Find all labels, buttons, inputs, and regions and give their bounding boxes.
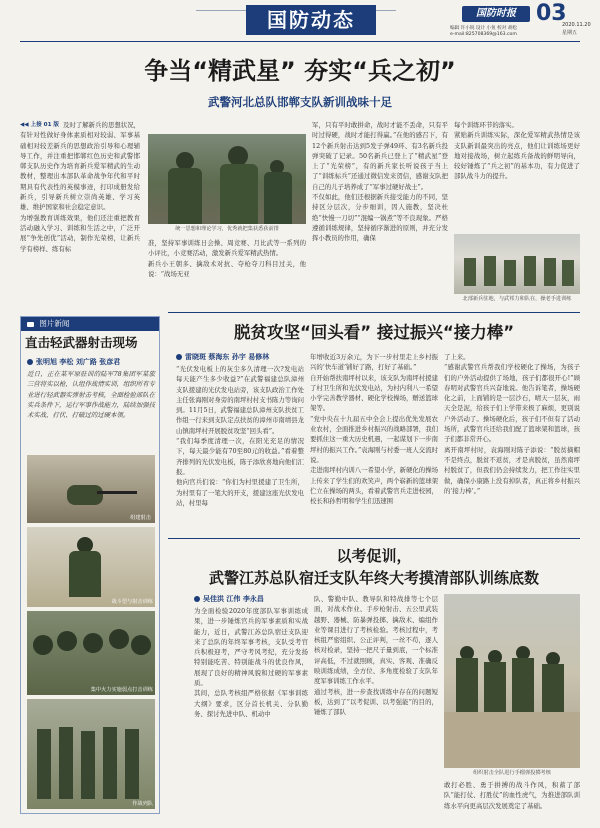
- soldier-figure: [37, 729, 51, 799]
- soldier-figure: [103, 727, 117, 799]
- story-1-photo-1-caption: 统一思想和理论学习，优秀就把集获悉获前排: [175, 226, 279, 232]
- soldier-figure: [228, 146, 248, 166]
- story-3-headline-line1: 以考促训，: [336, 547, 412, 565]
- story-2-byline-text: 雷晓斑 蔡海东 孙宇 易修林: [185, 353, 270, 361]
- story-3-body-col2: 队、警勤中队、教导队和特战排等七个层面，对战术作业、手步枪射击、五公里武装越野、器械、防暴弹投掷、擒敌术、编组作业等课目进行了考核检验。考核过程中，考核组严密组织、公正评判，一丝不苟，逐人核对检录，坚持一把尺子量到底，一个标准评高低，不过就照顾，真实、客观、准确反映训练成绩，全方位、多角度检验了支队年度军事训练工作水平。 通过考核，进一步查找训练中存在的问题短板，达到了“以考促训、以考强能”的目的，锤炼了部队: [314, 595, 438, 717]
- story-2-byline: [176, 352, 269, 362]
- story-1-column-1: [20, 120, 140, 306]
- soldier-figure: [464, 258, 476, 286]
- story-3-body-col3: 敢打必胜、勇于拼搏的战斗作风，积蓄了部队“能打仗、打胜仗”的血性虎气，为推进部队训练水平向更高层次发展奠定了基础。: [444, 781, 580, 810]
- soldier-figure: [67, 485, 103, 505]
- email-line: e-mail:825708369@163.com: [450, 32, 517, 37]
- photo-news-photo-3-caption: 集中火力实施弱点打击训练: [90, 687, 153, 693]
- photo-news-sidebar: [20, 316, 160, 814]
- masthead: [0, 0, 600, 42]
- story-2-body-col3: 了上来。 “感谢武警官兵帮我们学校硬化了操场，为孩子们的户外活动提供了场地，孩子们都很开心!”顾春明对武警官兵兴奋地说。他告诉笔者，操场硬化之前，上面铺的是一层沙石，晴天一层灰，雨天全是泥，给孩子们上学带来极了麻烦，更别说户外活动了。操场硬化后，孩子们不但有了活动场所，武警官兵还给我们配了篮球架和篮球，孩子们都非常开心。 离开南坪村时，袁海刚对陈子添说：“脱贫摘帽不是终点，脱贫不返贫，才是真脱贫，虽然南坪村脱贫了，但我们仍会持续发力，把工作往实里做，确保小康路上没有掉队者，真正将乡村振兴的‘接力棒’。”: [444, 353, 580, 495]
- story-1-headline: 争当“精武星” 夯实“兵之初”: [144, 57, 456, 85]
- story-1-photo-2: [454, 234, 580, 294]
- soldier-figure: [484, 256, 496, 286]
- soldier-figure: [81, 731, 95, 799]
- photo-news-headline: 直击轻武器射击现场: [25, 335, 138, 350]
- photo-news-photo-2-caption: 战斗型与射击训练: [111, 599, 153, 605]
- soldier-figure: [504, 260, 516, 286]
- story-2-body-col1: “光伏发电板上的灰尘多久清理一次?发电站每天能产生多少收益?”在武警福建总队漳州支队援建的光伏发电站旁，该支队政治工作处主任张海刚对身旁的南坪村村支书陈力等询问到。11月5日，武警福建总队漳州支队扶贫工作组一行来到支队定点扶贫的漳州市南靖县龙山镇南坪村开展脱贫攻坚“回头看”。 “我们每季度清理一次，在阳光充足的情况下，每天最少能有70至80元的收益。”看着整齐排列的光伏发电板，陈子添欣喜地向他们汇报。 他向官兵们说：“你们为村里援建了卫生所，为村里有了一笔大的开支，援建这座光伏发电站，村里每: [176, 365, 304, 507]
- issue-weekday: 星期五: [562, 30, 578, 36]
- byline-bullet-icon: [194, 596, 200, 602]
- story-3-body-col1: 为全面检验2020年度部队军事训练成果，进一步锤炼官兵的军事素质和实战能力，近日，武警江苏总队宿迁支队迎来了总队的年终军事考核，支队受考官兵积极迎考，严守考风考纪，充分发扬特别能吃苦、特别能战斗的优良作风，展现了良好的精神风貌和过硬的军事素质。 其间，总队考核组严格依据《军事训练大纲》要求，区分首长机关、分队勤务、探讨先进中队、机动中: [194, 607, 308, 718]
- soldier-figure: [264, 172, 292, 224]
- story-3: [168, 534, 580, 814]
- soldier-figure: [109, 629, 129, 649]
- soldier-figure: [125, 729, 139, 799]
- story-3-headline-line2: 武警江苏总队宿迁支队年终大考摸清部队训练底数: [208, 569, 539, 587]
- story-1-body-col2: 准，坚持军事训练日会操、周竞赛、月比武等一系列的小评比，小竞赛活动，激发新兵爱军精武热情。 新兵小王朝多、擒敌术对抗、夺枪夺刀科目过关，他说：“战场无亚: [148, 239, 306, 278]
- soldier-figure: [562, 260, 574, 286]
- photo-news-byline: [27, 357, 120, 367]
- soldier-figure: [131, 635, 151, 655]
- story-1-photo-2-caption: 北部新兵驻地，与武邦力和队在，操老手进训练: [462, 296, 572, 302]
- issue-date: 2020.11.20: [562, 22, 591, 28]
- story-3-photo-caption: 组织射击全队进行手榴弹投掷考核: [473, 770, 551, 776]
- page-number: 03: [536, 1, 567, 26]
- soldier-figure: [524, 256, 536, 286]
- ground-band: [444, 712, 580, 768]
- soldier-figure: [544, 258, 556, 286]
- story-1-body-col1: 及时了解新兵的思想状况，有针对性做好身体素质相对较弱、军事基础相对较差新兵的思想政治引导和心理辅导工作，并注重把邯郸红色历史和武警邯郸支队历史作为培育新兵爱军精武的生动教材，整理出本部队革命战争年代和平时期具有代表性的英模事迹，打印成册发给新兵，引导新兵树立崇尚英雄、学习英雄、维护国家和社会稳定意识。 为增强教育训练效果，他们还注重把教育活动融入学习、训练和生活之中，广泛开展“争先创优”活动，制作光荣榜，让新兵学有榜样、练有标: [20, 121, 140, 253]
- photo-news-byline-text: 张明旭 李松 刘广路 张彦君: [36, 358, 121, 366]
- byline-bullet-icon: [27, 359, 33, 365]
- soldier-figure: [512, 658, 534, 712]
- soldier-figure: [59, 727, 73, 799]
- story-2-body-col2: 年增收近3万余元，为下一步村里走上乡村振兴的‘快车道’铺好了路，打好了基础。” 自开始帮扶南坪村以来，该支队为南坪村援建了村卫生所和光伏发电站，为村内利八一希望小学完善教学器材、硬化学校操场，赠送篮球架等。 “党中央在十九届五中全会上提出优先发展农业农村，全面推进乡村振兴的战略部署，我们要抓住这一重大历史机遇，一起谋划下一步南坪村的振兴工作。”袁海刚与村委一班人交流时说。 走进南坪村内训八一希望小学，新硬化的操场上传来了学生们的欢笑声，两个崭新的篮球架伫立在操场的两头，看着武警官兵走进校园，校长和孙哲明和学生们迅速围: [310, 353, 438, 506]
- photo-news-photo-1: [27, 455, 155, 523]
- soldier-figure: [484, 662, 506, 712]
- photo-news-photo-3: [27, 611, 155, 695]
- paper-logo: [462, 6, 530, 22]
- soldier-figure: [83, 633, 103, 653]
- story-3-byline: [194, 594, 264, 604]
- story-2: [168, 306, 580, 534]
- byline-bullet-icon: [176, 354, 182, 360]
- story-1: [0, 42, 600, 306]
- soldier-figure: [542, 664, 564, 712]
- soldier-figure: [57, 631, 77, 651]
- story-1-jump-line: ◀◀ 上接 01 版: [20, 122, 60, 128]
- soldier-figure: [456, 658, 478, 712]
- photo-news-photo-4-caption: 作战列队: [132, 801, 153, 807]
- photo-news-kicker-label: 图片新闻: [39, 319, 70, 328]
- story-3-photo: [444, 594, 580, 768]
- story-2-headline: 脱贫攻坚“回头看” 接过振兴“接力棒”: [233, 323, 515, 342]
- photo-news-photo-1-caption: 组建射击: [130, 515, 151, 521]
- story-1-body-col4: 每个训练环节的落实。 紧贴新兵训练实际，深化爱军精武热情是该支队新训最突出的亮点，他们让训练场更好地对接战场，树立起练兵备战的鲜明导向，较好锤炼了“兵之初”的基本功，有力促进了部队战斗力的提升。: [454, 121, 580, 181]
- photo-news-kicker: [21, 317, 159, 331]
- story-3-top-rule: [168, 538, 580, 539]
- paper-name: 国防时报: [476, 8, 516, 19]
- soldier-figure: [33, 635, 53, 655]
- editors-line: 编辑 许小锐 设计 小鱼 校对 胡松: [450, 26, 518, 31]
- section-title: 国防动态: [246, 5, 376, 35]
- camera-icon: [27, 322, 34, 327]
- story-1-subhead: 武警河北总队邯郸支队新训战味十足: [208, 95, 392, 109]
- rifle-shape: [97, 491, 137, 494]
- photo-news-body: 近日，正在某军原驻训的陆军78集团军某旅三营将实以枪，认组作战情实训，组织所有专业进行轻武器实弹射击考核，全面检验部队在实兵条件下，运行军事作战能力，陆续加强技术实战，打伏、打破过的过硬本领。: [27, 370, 155, 420]
- story-2-top-rule: [168, 312, 580, 313]
- soldier-figure: [69, 551, 101, 597]
- photo-news-photo-2: [27, 527, 155, 607]
- story-1-photo-1: [148, 134, 306, 224]
- soldier-figure: [220, 164, 258, 224]
- story-1-body-col3: 军，只有平时敢拼命，战时才能不丢命，只有平时过得硬，战时才能打得赢。”在他的感召下，有12个新兵射击达到5发子弹49环、有3名新兵投弹突破了记录。50名新兵已登上了“精武星”登上了“光荣榜”，有的新兵家长听说孩子当上了“训练标兵”还通过微信发来贺信，感谢支队把自己的儿子培养成了“军事过硬好战士”。 不仅如此，他们还根据新兵接受能力的不同，坚持区分层次，分步细训，因人施教，坚决杜绝“快慢一刀切”“混编一锅煮”等不良现象。严格遵循训练规律，坚持循序渐进的原则，并充分发挥小教员的作用，确保: [312, 121, 448, 243]
- story-3-byline-text: 吴佳洪 江伟 李永昌: [203, 595, 264, 603]
- soldier-figure: [168, 168, 202, 224]
- photo-news-photo-4: [27, 699, 155, 809]
